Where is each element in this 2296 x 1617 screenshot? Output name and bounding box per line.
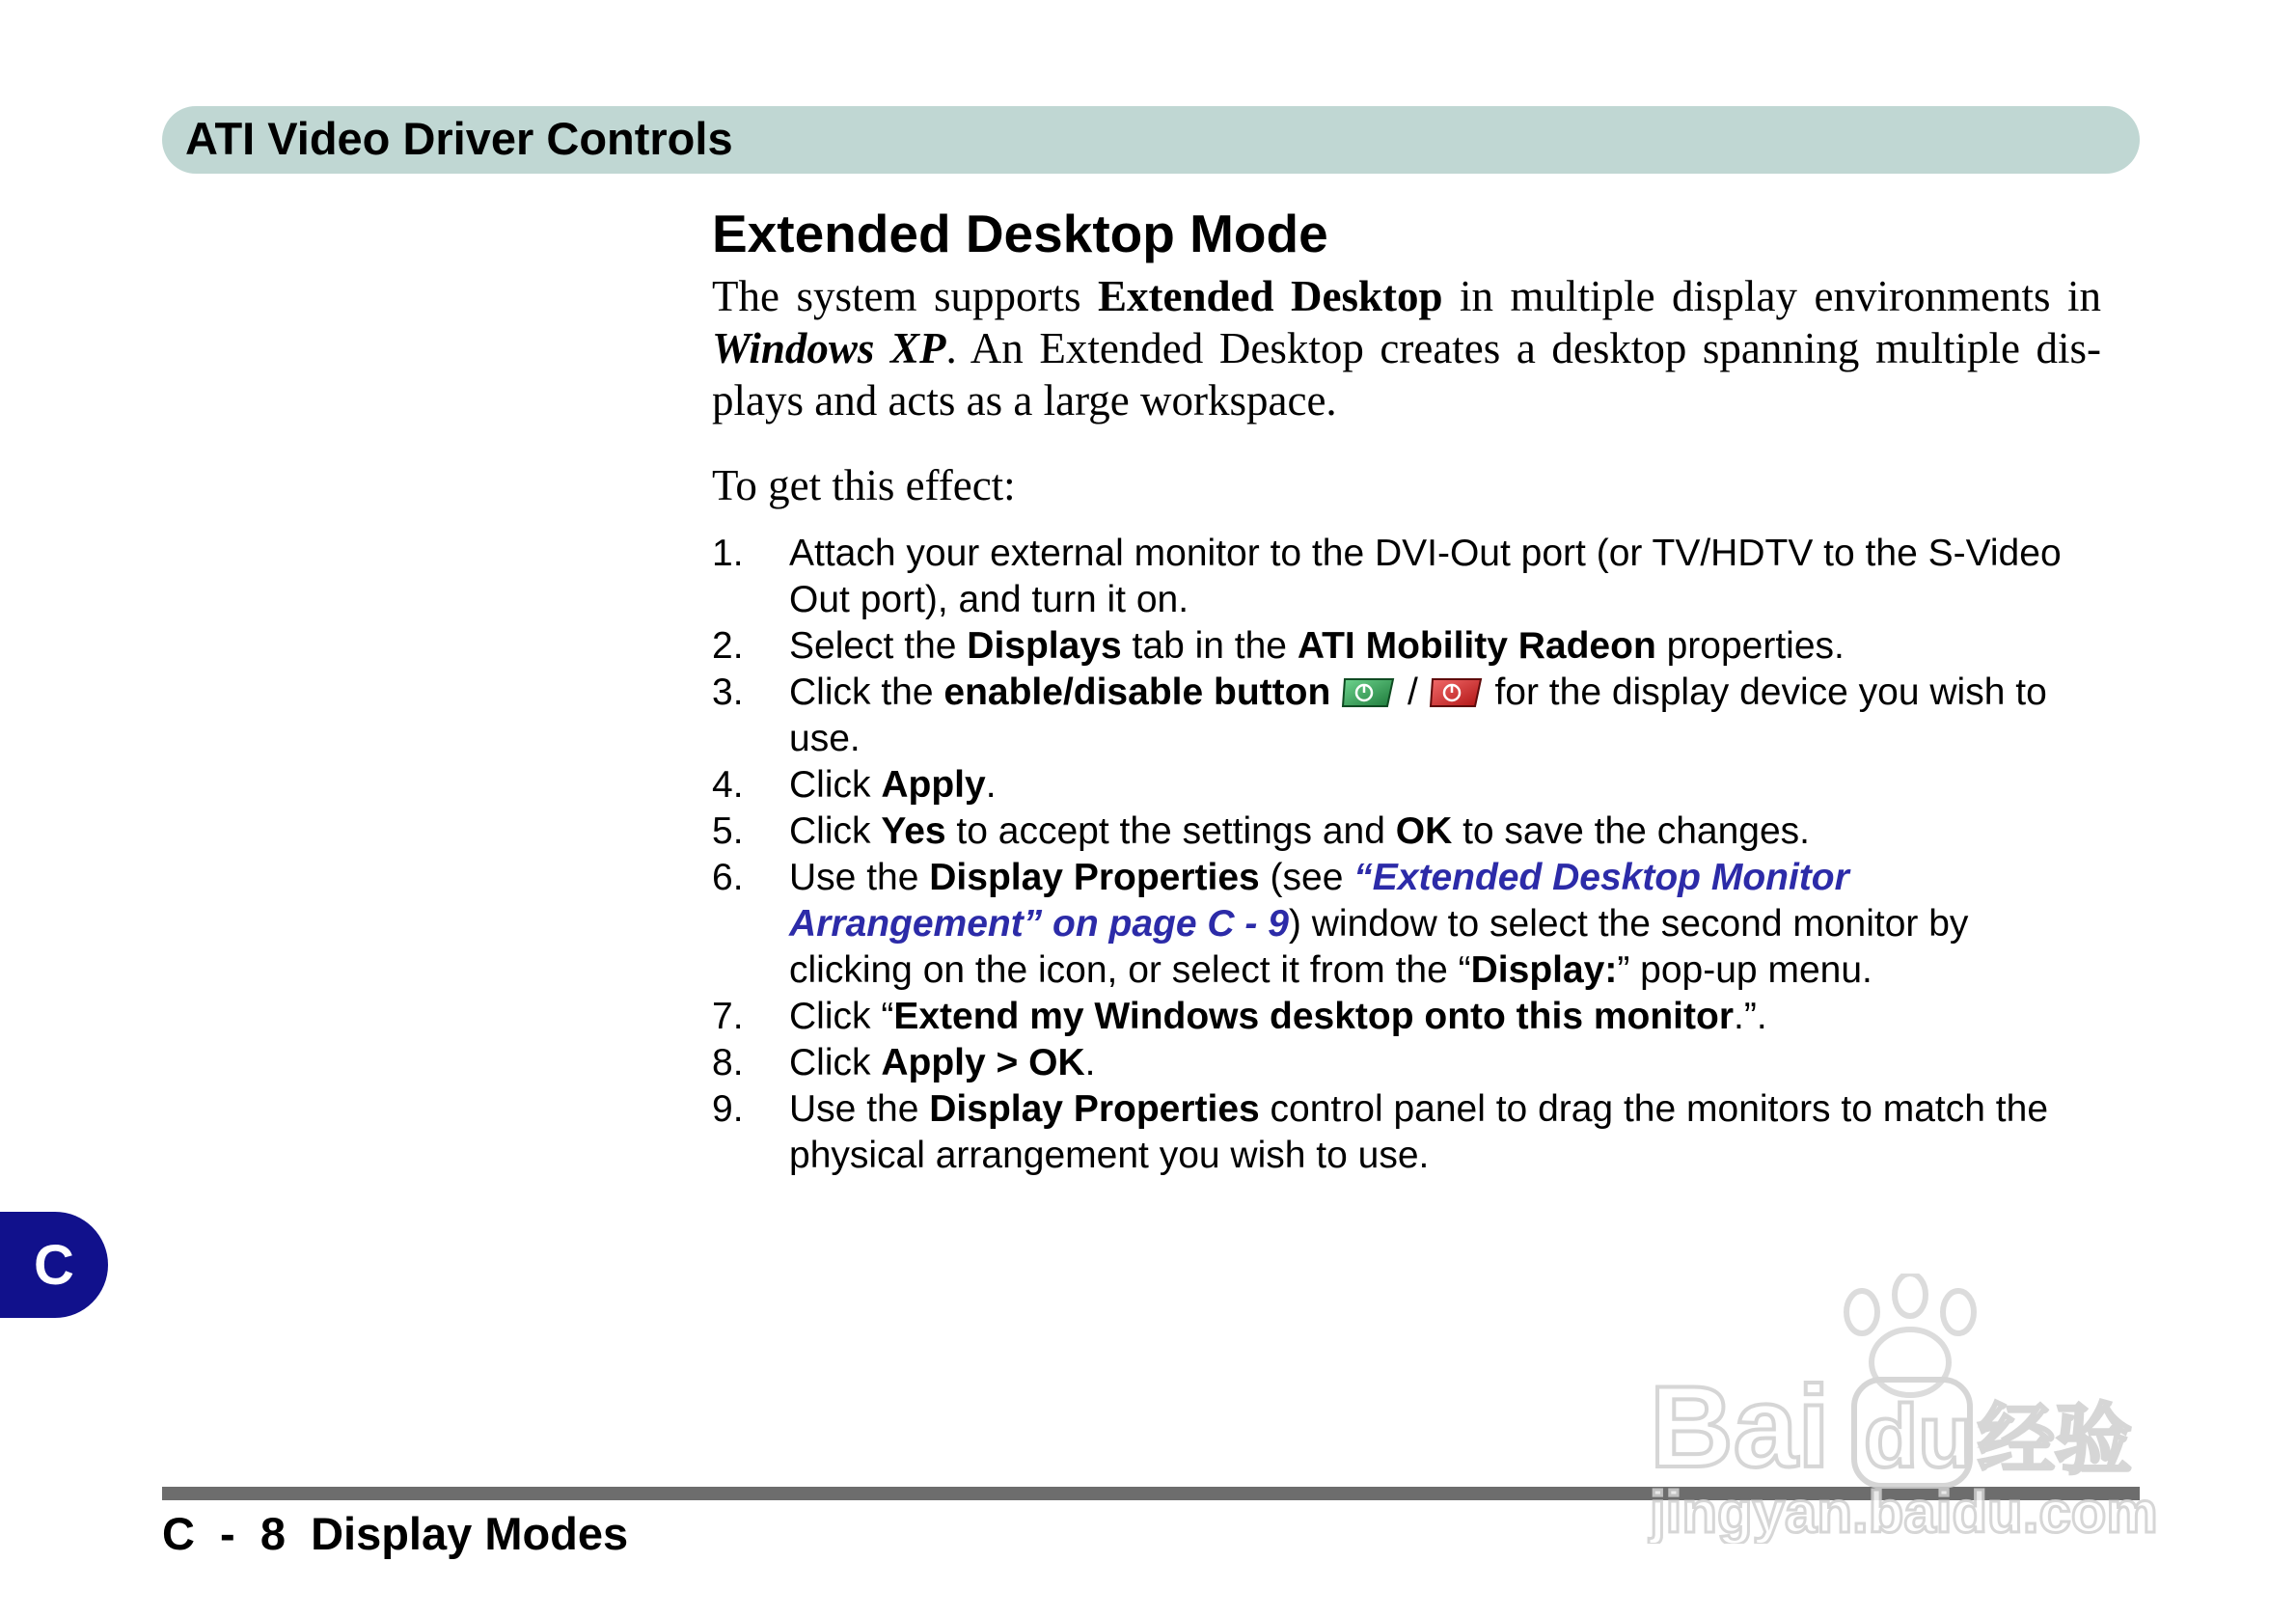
- intro-text: in multiple display environments in: [1442, 272, 2101, 320]
- step-number: 1.: [712, 533, 744, 574]
- step-bold: Displays: [967, 625, 1122, 667]
- step-bold: Apply: [881, 764, 986, 806]
- enable-button-icon: [1341, 675, 1397, 710]
- step-text: properties.: [1655, 625, 1845, 667]
- main-content: [712, 203, 2101, 1179]
- step-number: 3.: [712, 671, 744, 713]
- step-number: 4.: [712, 764, 744, 806]
- step-text: Click: [789, 810, 882, 852]
- list-item: [712, 808, 2101, 855]
- lead-text: To get this effect:: [712, 461, 1016, 509]
- step-number: 9.: [712, 1088, 744, 1130]
- step-bold: Yes: [881, 810, 946, 852]
- step-number: 5.: [712, 810, 744, 852]
- step-text: control panel to drag the monitors to match the physical arrangement you wish to use.: [789, 1088, 2049, 1176]
- intro-text: . An Extended Desktop creates a desktop spanning multiple dis-plays and acts as a large workspace.: [712, 324, 2102, 425]
- chapter-side-tab: [0, 1212, 108, 1318]
- steps-list: [712, 531, 2101, 1179]
- step-bold: Display Properties: [929, 1088, 1260, 1130]
- intro-bold-term: Extended Desktop: [1097, 272, 1443, 320]
- step-text: Click the: [789, 671, 944, 713]
- step-text: to save the changes.: [1452, 810, 1810, 852]
- step-bold: ATI Mobility Radeon: [1297, 625, 1656, 667]
- icon-separator: /: [1397, 671, 1429, 713]
- list-item: [712, 1086, 2101, 1179]
- intro-text: The system supports: [712, 272, 1098, 320]
- svg-text:jingyan.baidu.com: jingyan.baidu.com: [1650, 1480, 2158, 1544]
- footer-page-label: C - 8 Display Modes: [162, 1508, 629, 1559]
- step-text: for the display device you wish to use.: [789, 671, 2047, 759]
- step-number: 7.: [712, 996, 744, 1037]
- intro-os-name: Windows XP: [712, 324, 946, 372]
- step-text: .: [1084, 1042, 1096, 1083]
- step-bold: Display:: [1470, 949, 1618, 991]
- step-text: Use the: [789, 857, 930, 898]
- baidu-jingyan-watermark: [1640, 1274, 2161, 1544]
- step-bold: enable/disable button: [943, 671, 1331, 713]
- step-text: .”.: [1734, 996, 1767, 1037]
- step-text: ” pop-up menu.: [1617, 949, 1872, 991]
- list-item: [712, 531, 2101, 623]
- step-number: 6.: [712, 857, 744, 898]
- list-item: [712, 855, 2101, 994]
- step-text: Attach your external monitor to the DVI-Out port (or TV/HDTV to the S-Video Out port), and turn it on.: [789, 533, 2062, 620]
- section-title: Extended Desktop Mode: [712, 204, 1328, 263]
- step-text: ) window to select the second monitor by clicking on the icon, or select it from the “: [789, 903, 1969, 991]
- list-item: [712, 1040, 2101, 1086]
- step-text: Click: [789, 1042, 882, 1083]
- list-item: [712, 994, 2101, 1040]
- list-item: [712, 623, 2101, 670]
- step-text: tab in the: [1121, 625, 1298, 667]
- page-header-title: ATI Video Driver Controls: [185, 113, 733, 164]
- intro-paragraph: [712, 270, 2101, 426]
- step-text: .: [985, 764, 997, 806]
- step-text: to accept the settings and: [945, 810, 1396, 852]
- chapter-letter: C: [34, 1233, 74, 1297]
- step-bold: Display Properties: [929, 857, 1260, 898]
- step-text: Select the: [789, 625, 968, 667]
- step-bold: Extend my Windows desktop onto this monitor: [893, 996, 1734, 1037]
- step-text: Click “: [789, 996, 894, 1037]
- step-text: Click: [789, 764, 882, 806]
- list-item: [712, 670, 2101, 762]
- svg-text:du: du: [1864, 1387, 1973, 1486]
- svg-text:Bai: Bai: [1650, 1362, 1830, 1492]
- cross-reference-link[interactable]: “Extended Desktop Monitor Arrangement” on page C - 9: [789, 857, 1849, 945]
- step-text: Use the: [789, 1088, 930, 1130]
- step-bold: Apply > OK: [881, 1042, 1085, 1083]
- disable-button-icon: [1429, 675, 1485, 710]
- list-item: [712, 762, 2101, 808]
- step-number: 8.: [712, 1042, 744, 1083]
- svg-text:经验: 经验: [1978, 1395, 2132, 1485]
- step-bold: OK: [1395, 810, 1453, 852]
- step-number: 2.: [712, 625, 744, 667]
- step-text: (see: [1259, 857, 1354, 898]
